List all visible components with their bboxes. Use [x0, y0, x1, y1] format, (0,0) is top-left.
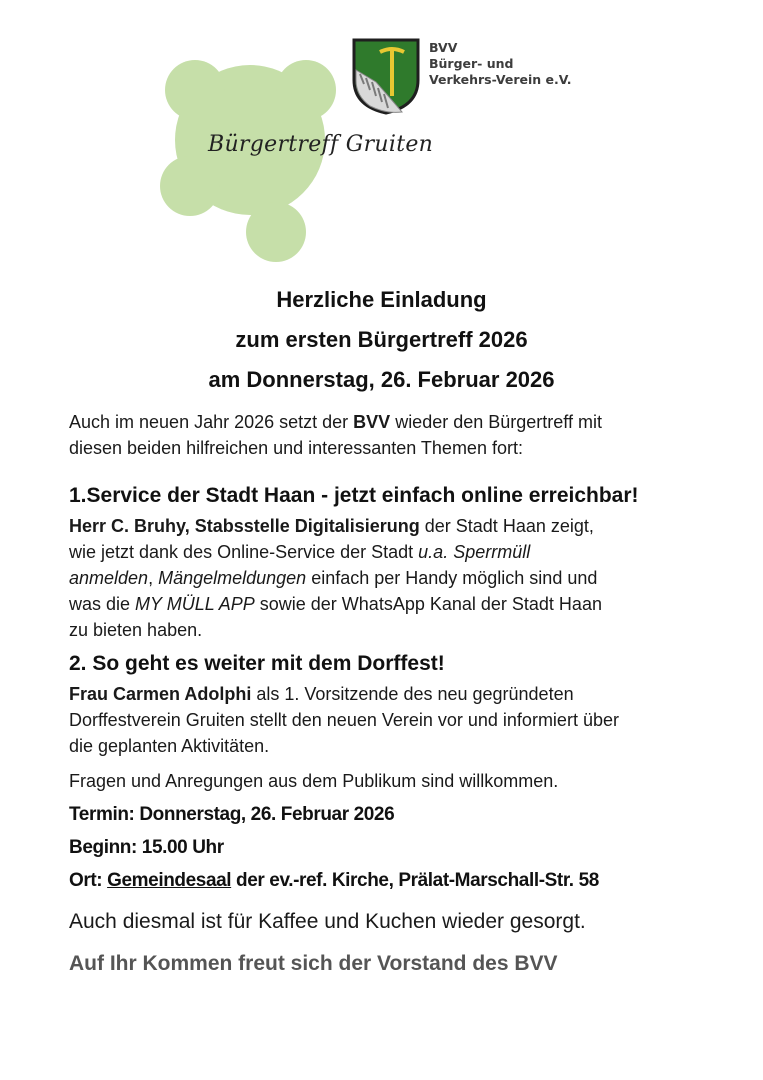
signature-text: Auf Ihr Kommen freut sich der Vorstand des BVV	[69, 952, 558, 975]
ort-rest: der ev.-ref. Kirche, Prälat-Marschall-Str. 58	[231, 870, 599, 891]
bvv-shield-icon	[350, 36, 422, 116]
header-logos	[150, 30, 590, 265]
topic2-l1-rest: als 1. Vorsitzende des neu gegründeten	[251, 684, 574, 704]
topic1-l2-italic: u.a. Sperrmüll	[418, 542, 531, 562]
intro-bvv-bold: BVV	[353, 412, 391, 432]
topic2-line-2: Dorffestverein Gruiten stellt den neuen Verein vor und informiert über	[69, 710, 619, 730]
left-circle	[160, 156, 220, 216]
topic1-l1-rest: der Stadt Haan zeigt,	[419, 516, 594, 536]
topic1-speaker: Herr C. Bruhy, Stabsstelle Digitalisierung	[69, 516, 420, 536]
closing-text: Auch diesmal ist für Kaffee und Kuchen wieder gesorgt.	[69, 910, 586, 933]
topic1-l4-italic: MY MÜLL APP	[135, 594, 255, 614]
topic1-l3-italic2: Mängelmeldungen	[158, 568, 307, 588]
topic1-l3-comma: ,	[148, 568, 159, 588]
topic1-line-2	[69, 539, 709, 565]
bvv-line-1: BVV	[429, 40, 458, 55]
heading-line-3: am Donnerstag, 26. Februar 2026	[208, 367, 555, 392]
topic1-line-4	[69, 591, 709, 617]
top-right-circle	[276, 60, 336, 120]
intro-text-a: Auch im neuen Jahr 2026 setzt der	[69, 412, 354, 432]
ort-line	[69, 864, 709, 897]
main-content	[69, 409, 709, 979]
topic1-heading: 1.Service der Stadt Haan - jetzt einfach online erreichbar!	[69, 484, 639, 507]
topic2-speaker: Frau Carmen Adolphi	[69, 684, 252, 704]
topic1-line-1	[69, 513, 709, 539]
topic1-l3-italic1: anmelden	[69, 568, 149, 588]
topic2-heading: 2. So geht es weiter mit dem Dorffest!	[69, 652, 445, 675]
bottom-circle	[246, 202, 306, 262]
topic1-l2-plain: wie jetzt dank des Online-Service der Stadt	[69, 542, 419, 562]
topic1-l3-rest: einfach per Handy möglich sind und	[306, 568, 598, 588]
event-facts	[69, 798, 709, 897]
beginn-line: Beginn: 15.00 Uhr	[69, 837, 224, 858]
bvv-name-text	[429, 40, 572, 88]
topic1-l4-plain: was die	[69, 594, 136, 614]
logo-script-text: Bürgertreff Gruiten	[208, 132, 434, 157]
bvv-line-2: Bürger- und	[429, 56, 514, 71]
ort-venue-underlined: Gemeindesaal	[107, 870, 232, 891]
ort-label: Ort:	[69, 870, 108, 891]
topic2-line-3: die geplanten Aktivitäten.	[69, 736, 270, 756]
bvv-line-3: Verkehrs-Verein e.V.	[429, 72, 572, 87]
invitation-headings	[0, 280, 763, 400]
topic1-l4-rest: sowie der WhatsApp Kanal der Stadt Haan	[254, 594, 602, 614]
questions-text: Fragen und Anregungen aus dem Publikum sind willkommen.	[69, 771, 559, 791]
topic1-line-3	[69, 565, 709, 591]
heading-line-1: Herzliche Einladung	[276, 287, 487, 312]
heading-line-2: zum ersten Bürgertreff 2026	[235, 327, 528, 352]
intro-text-b: wieder den Bürgertreff mit	[390, 412, 602, 432]
intro-line-2: diesen beiden hilfreichen und interessanten Themen fort:	[69, 438, 523, 458]
topic1-line-5: zu bieten haben.	[69, 620, 203, 640]
topic2-line-1	[69, 681, 709, 707]
termin-line: Termin: Donnerstag, 26. Februar 2026	[69, 804, 395, 825]
top-left-circle	[165, 60, 225, 120]
intro-line-1	[69, 409, 709, 435]
